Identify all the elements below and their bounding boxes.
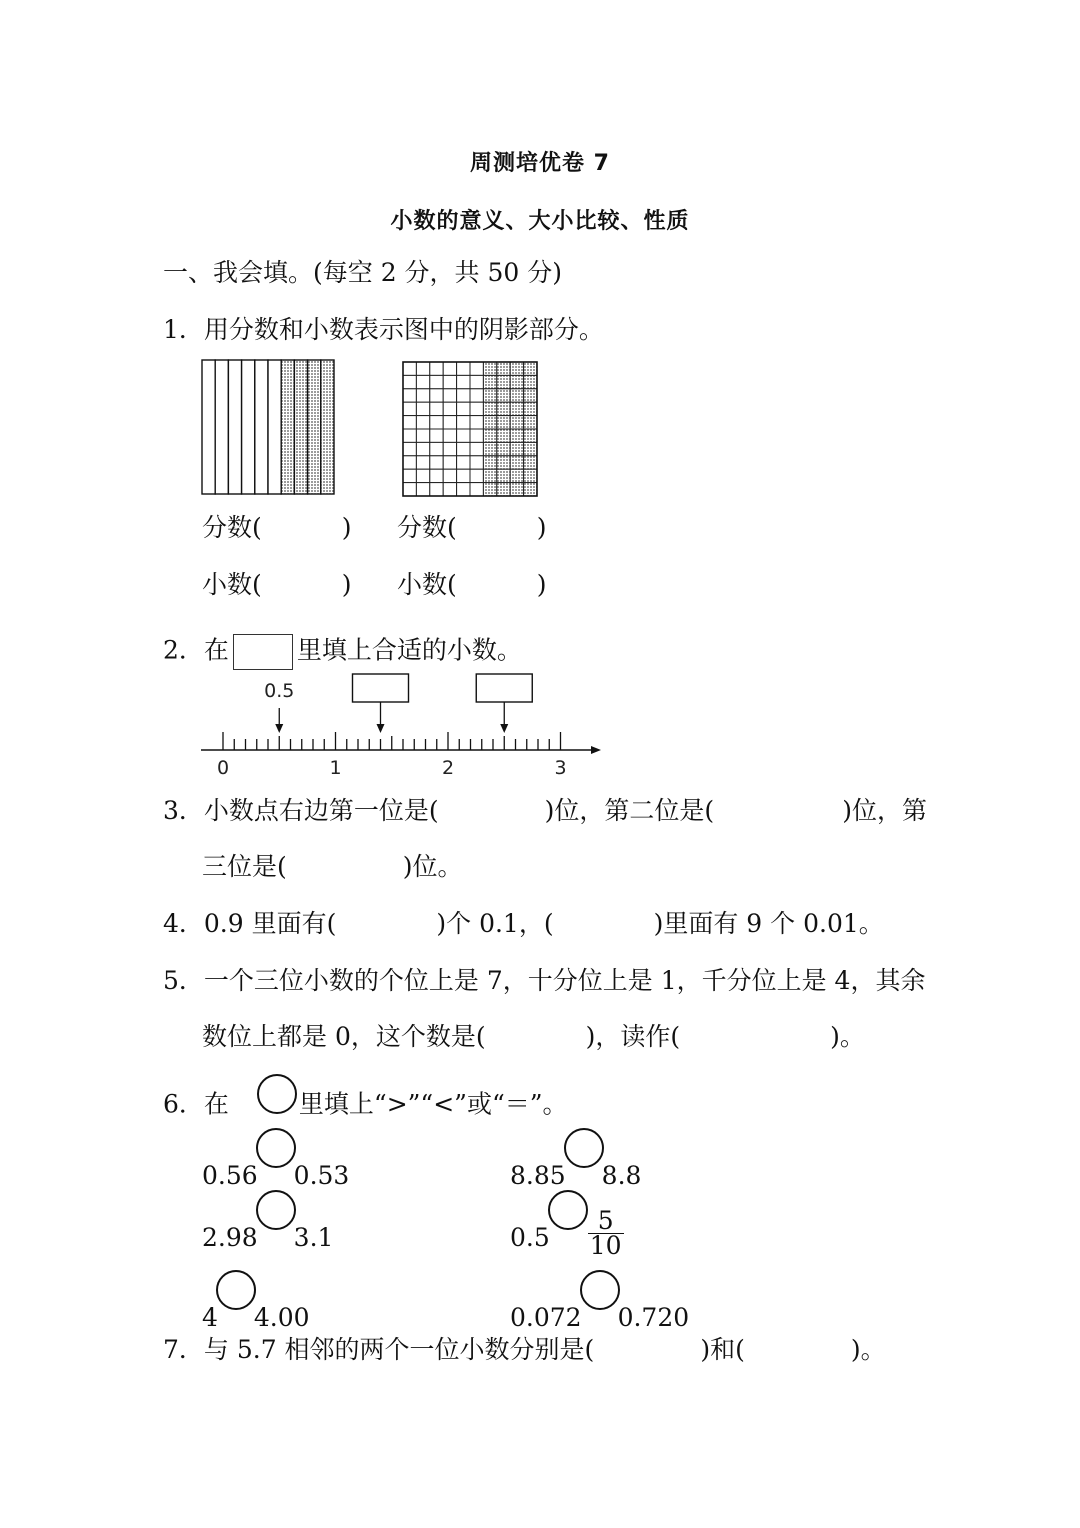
grid-cell [416, 389, 429, 402]
page-subtitle: 小数的意义、大小比较、性质 [390, 209, 690, 234]
fraction-answer-2: 分数( ) [397, 513, 547, 542]
decimal-answer-2: 小数( ) [397, 570, 547, 599]
grid-cell [403, 469, 416, 482]
grid-cell [443, 375, 456, 388]
grid-cell [470, 483, 483, 496]
compare-item-4: 0.5 $\frac{5}{10}$ [510, 1206, 624, 1264]
compare-item-5: 4 4.00 [202, 1286, 310, 1333]
grid-cell [443, 469, 456, 482]
grid-cell [443, 483, 456, 496]
pointer-label: 0.5 [264, 680, 295, 702]
grid-cell [470, 375, 483, 388]
shaded-cell [510, 416, 523, 429]
grid-cell [457, 362, 470, 375]
grid-cell [403, 442, 416, 455]
shaded-strip [308, 360, 321, 494]
question-1 [163, 315, 604, 345]
shaded-cell [483, 429, 496, 442]
grid-cell [430, 375, 443, 388]
shaded-cell [524, 456, 537, 469]
grid-cell [470, 456, 483, 469]
shaded-cell [510, 389, 523, 402]
grid-cell [416, 429, 429, 442]
grid-cell [430, 429, 443, 442]
shaded-cell [483, 442, 496, 455]
grid-cell [416, 469, 429, 482]
grid-cell [430, 469, 443, 482]
shaded-cell [524, 375, 537, 388]
shaded-cell [483, 362, 496, 375]
fraction: $\frac{5}{10}$ [589, 1206, 622, 1260]
grid-cell [416, 416, 429, 429]
grid-cell [430, 416, 443, 429]
shaded-cell [497, 389, 510, 402]
question-number: 5． [163, 966, 204, 995]
decimal-answer-1: 小数( ) [202, 570, 352, 599]
strip-figure [200, 358, 340, 498]
grid-cell [403, 389, 416, 402]
shaded-cell [483, 375, 496, 388]
question-6: 6．在 里填上“>”“<”或“＝”。 [163, 1086, 568, 1126]
shaded-cell [497, 456, 510, 469]
question-number: 4． [163, 909, 204, 938]
shaded-cell [483, 483, 496, 496]
grid-cell [443, 389, 456, 402]
grid-cell [457, 375, 470, 388]
compare-item-2: 8.85 8.8 [510, 1144, 641, 1191]
shaded-cell [510, 402, 523, 415]
grid-cell [443, 429, 456, 442]
shaded-cell [510, 483, 523, 496]
grid-cell [470, 442, 483, 455]
answer-box-example [233, 634, 293, 670]
question-text: 用分数和小数表示图中的阴影部分。 [203, 315, 604, 344]
shaded-cell [510, 456, 523, 469]
shaded-cell [524, 483, 537, 496]
strip [202, 360, 215, 494]
grid-cell [443, 416, 456, 429]
shaded-cell [510, 375, 523, 388]
grid-cell [430, 442, 443, 455]
page-title: 周测培优卷 7 [470, 151, 610, 176]
shaded-cell [510, 469, 523, 482]
question-number: 3． [163, 796, 204, 825]
shaded-cell [497, 483, 510, 496]
grid-figure [401, 360, 541, 500]
compare-circle[interactable] [564, 1128, 604, 1168]
number-line [195, 668, 615, 783]
shaded-cell [497, 429, 510, 442]
shaded-cell [497, 402, 510, 415]
question-number: 7． [163, 1335, 204, 1364]
shaded-cell [510, 429, 523, 442]
question-5-line-2: 数位上都是 0，这个数是( )，读作( )。 [202, 1022, 865, 1051]
shaded-strip [321, 360, 334, 494]
grid-cell [403, 483, 416, 496]
compare-item-6: 0.072 0.720 [510, 1286, 689, 1333]
compare-circle[interactable] [216, 1270, 256, 1310]
grid-cell [470, 429, 483, 442]
grid-cell [403, 362, 416, 375]
grid-cell [457, 389, 470, 402]
grid-cell [470, 389, 483, 402]
shaded-strip [281, 360, 294, 494]
answer-box [353, 674, 409, 702]
strip [215, 360, 228, 494]
shaded-cell [483, 389, 496, 402]
pointer-arrow [377, 724, 385, 733]
grid-cell [416, 375, 429, 388]
shaded-cell [524, 362, 537, 375]
question-number: 6． [163, 1089, 204, 1119]
question-number: 1． [163, 315, 204, 344]
compare-circle-example [257, 1074, 297, 1114]
grid-cell [443, 442, 456, 455]
question-7: 7．与 5.7 相邻的两个一位小数分别是( )和( )。 [163, 1335, 886, 1364]
shaded-cell [524, 442, 537, 455]
grid-cell [416, 456, 429, 469]
strip [255, 360, 268, 494]
strip [228, 360, 241, 494]
pointer-arrow [275, 724, 283, 733]
grid-cell [416, 483, 429, 496]
tick-label: 0 [216, 757, 230, 779]
shaded-cell [483, 469, 496, 482]
shaded-cell [524, 402, 537, 415]
shaded-cell [524, 429, 537, 442]
grid-cell [430, 483, 443, 496]
compare-circle[interactable] [256, 1128, 296, 1168]
shaded-cell [524, 469, 537, 482]
question-3: 3．小数点右边第一位是( )位，第二位是( )位，第 [163, 796, 927, 825]
pointer-arrow [500, 724, 508, 733]
grid-cell [403, 456, 416, 469]
grid-cell [457, 402, 470, 415]
grid-cell [457, 469, 470, 482]
axis-arrow [591, 746, 601, 754]
grid-cell [457, 429, 470, 442]
shaded-cell [483, 456, 496, 469]
compare-circle[interactable] [256, 1190, 296, 1230]
grid-cell [430, 402, 443, 415]
tick-label: 3 [554, 757, 567, 779]
shaded-cell [510, 442, 523, 455]
shaded-cell [497, 416, 510, 429]
grid-cell [457, 456, 470, 469]
grid-cell [443, 402, 456, 415]
shaded-cell [497, 469, 510, 482]
grid-cell [403, 429, 416, 442]
strip [268, 360, 281, 494]
grid-cell [457, 442, 470, 455]
grid-cell [470, 416, 483, 429]
compare-item-1: 0.56 0.53 [202, 1144, 349, 1191]
grid-cell [403, 416, 416, 429]
grid-cell [430, 389, 443, 402]
grid-cell [416, 442, 429, 455]
shaded-cell [524, 416, 537, 429]
question-number: 2． [163, 635, 204, 665]
grid-cell [457, 416, 470, 429]
question-5: 5．一个三位小数的个位上是 7，十分位上是 1，千分位上是 4，其余 [163, 966, 926, 995]
fraction-answer-1: 分数( ) [202, 513, 352, 542]
shaded-strip [294, 360, 307, 494]
tick-label: 1 [329, 757, 342, 779]
answer-box [476, 674, 532, 702]
shaded-cell [497, 375, 510, 388]
compare-circle[interactable] [580, 1270, 620, 1310]
grid-cell [430, 456, 443, 469]
shaded-cell [483, 416, 496, 429]
grid-cell [443, 362, 456, 375]
question-4: 4．0.9 里面有( )个 0.1，( )里面有 9 个 0.01。 [163, 909, 884, 938]
grid-cell [416, 402, 429, 415]
shaded-cell [497, 362, 510, 375]
compare-circle[interactable] [548, 1190, 588, 1230]
grid-cell [457, 483, 470, 496]
grid-cell [443, 456, 456, 469]
question-3-line-2: 三位是( )位。 [202, 852, 463, 881]
grid-cell [470, 362, 483, 375]
grid-cell [416, 362, 429, 375]
grid-cell [403, 375, 416, 388]
question-2: 2．在 里填上合适的小数。 [163, 634, 522, 670]
shaded-cell [524, 389, 537, 402]
shaded-cell [483, 402, 496, 415]
grid-cell [430, 362, 443, 375]
shaded-cell [497, 442, 510, 455]
grid-cell [470, 469, 483, 482]
strip [242, 360, 255, 494]
shaded-cell [510, 362, 523, 375]
section-heading: 一、我会填。(每空 2 分，共 50 分) [163, 258, 563, 287]
compare-item-3: 2.98 3.1 [202, 1206, 333, 1253]
tick-label: 2 [441, 757, 455, 779]
grid-cell [403, 402, 416, 415]
grid-cell [470, 402, 483, 415]
